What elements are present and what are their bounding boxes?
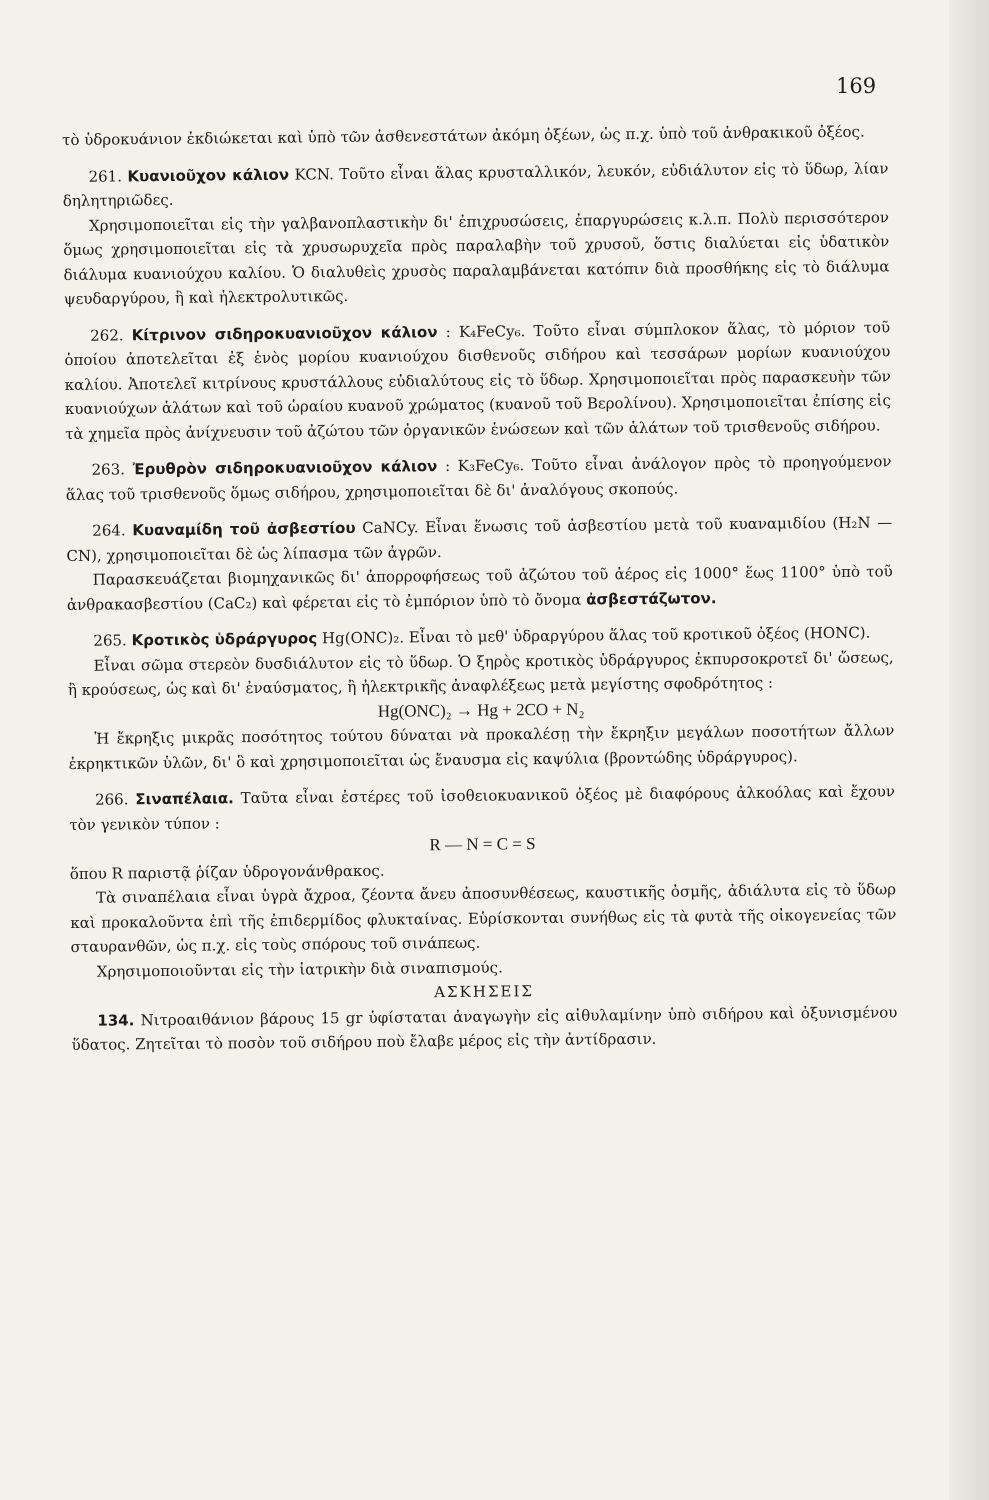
section-number: 266.	[94, 790, 129, 809]
section-266	[69, 779, 895, 837]
section-text: Ταῦτα εἶναι ἐστέρες τοῦ ἰσοθειοκυανικοῦ ὀξέος μὲ διαφόρους ἀλκοόλας καὶ ἔχουν τὸν γενικὸν τύπον :	[69, 782, 896, 834]
exercise-134	[71, 1000, 897, 1058]
section-text: Τοῦτο εἶναι ἅλας κρυσταλλικόν, λευκόν, εὐδιάλυτον εἰς τὸ ὕδωρ, λίαν δηλητηριῶδες.	[62, 158, 889, 210]
section-text: Εἶναι τὸ μεθ' ὑδραργύρου ἅλας τοῦ κροτικοῦ ὀξέος (HONC).	[408, 623, 871, 647]
section-formula: : K₃FeCy₆.	[444, 456, 525, 476]
section-262	[64, 315, 891, 446]
page-body	[62, 119, 898, 1057]
section-title: Κίτρινον σιδηροκυανιοῦχον κάλιον	[131, 322, 438, 344]
section-text: Τοῦτο εἶναι ἀνάλογον πρὸς τὸ προηγούμενον ἅλας τοῦ τρισθενοῦς ὅμως σιδήρου, χρησιμοποιεῖται δὲ δι' ἀναλόγους σκοπούς.	[65, 452, 892, 504]
section-text: Τοῦτο εἶναι σύμπλοκον ἅλας, τὸ μόριον τοῦ ὁποίου ἀποτελεῖται ἐξ ἑνὸς μορίου κυανιούχου δισθενοῦς σιδήρου καὶ τεσσάρων μορίων κυανιούχου καλίου. Ἀποτελεῖ κιτρίνους κρυστάλλους εὐδιαλύτους εἰς τὸ ὕδωρ. Χρησιμοποιεῖται πρὸς παρασκευὴν τῶν κυανιούχων ἁλάτων καὶ τοῦ ὡραίου κυανοῦ χρώματος (κυανοῦ τοῦ Βερολίνου). Χρησιμοποιεῖται ἐπίσης εἰς τὰ χημεῖα πρὸς ἀνίχνευσιν τοῦ ἀζώτου τῶν ὀργανικῶν ἑνώσεων καὶ τῶν ἁλάτων τοῦ τρισθενοῦς σιδήρου.	[64, 317, 891, 443]
continuation-paragraph: τὸ ὑδροκυάνιον ἐκδιώκεται καὶ ὑπὸ τῶν ἀσθενεστάτων ἀκόμη ὀξέων, ὡς π.χ. ὑπὸ τοῦ ἀνθρακικοῦ ὀξέος.	[62, 122, 865, 149]
exercise-number: 134.	[97, 1010, 135, 1030]
section-title: Σιναπέλαια.	[135, 789, 234, 809]
paragraph	[67, 559, 893, 617]
section-title: Κροτικὸς ὑδράργυρος	[131, 629, 318, 650]
section-261	[62, 156, 888, 214]
paragraph: Χρησιμοποιοῦνται εἰς τὴν ἰατρικὴν διὰ σιναπισμούς.	[96, 957, 503, 981]
section-263	[65, 449, 891, 507]
section-number: 265.	[93, 631, 127, 650]
paragraph: Εἶναι σῶμα στερεὸν δυσδιάλυτον εἰς τὸ ὕδωρ. Ὁ ξηρὸς κροτικὸς ὑδράργυρος ἐκπυρσοκροτεῖ δι' ὤσεως, ἢ κρούσεως, ὡς καὶ δι' ἐναύσματος, ἢ ἠλεκτρικῆς ἀναφλέξεως μετὰ μεγίστης σφοδρότητος :	[67, 647, 894, 699]
section-number: 262.	[90, 325, 124, 345]
section-text: Εἶναι ἕνωσις τοῦ ἀσβεστίου μετὰ τοῦ κυαναμιδίου (H₂N — CN), χρησιμοποιεῖται δὲ ὡς λίπασμα τῶν ἀγρῶν.	[66, 513, 893, 565]
exercise-text: Νιτροαιθάνιον βάρους 15 gr ὑφίσταται ἀναγωγὴν εἰς αἰθυλαμίνην ὑπὸ σιδήρου καὶ ὀξυνισμένου ὕδατος. Ζητεῖται τὸ ποσὸν τοῦ σιδήρου ποὺ ἔλαβε μέρος εἰς τὴν ἀντίδρασιν.	[71, 1002, 898, 1054]
section-formula: CaNCy.	[362, 518, 419, 537]
section-formula: Hg(ONC)₂.	[321, 628, 405, 648]
paragraph: Τὰ σιναπέλαια εἶναι ὑγρὰ ἄχροα, ζέοντα ἄνευ ἀποσυνθέσεως, καυστικῆς ὀσμῆς, ἀδιάλυτα εἰς τὸ ὕδωρ καὶ προκαλοῦντα ἐπὶ τῆς ἐπιδερμίδος φλυκταίνας. Εὑρίσκονται συνήθως εἰς τὰ φυτὰ τῆς οἰκογενείας τῶν σταυρανθῶν, ὡς π.χ. εἰς τοὺς σπόρους τοῦ σινάπεως.	[70, 880, 897, 956]
paragraph: ὅπου R παριστᾷ ῥίζαν ὑδρογονάνθρακος.	[69, 861, 385, 883]
section-title: Κυαναμίδη τοῦ ἀσβεστίου	[132, 518, 356, 540]
section-number: 264.	[92, 521, 126, 540]
page-edge	[949, 0, 989, 1500]
paragraph-text: Παρασκευάζεται βιομηχανικῶς δι' ἀπορροφήσεως τοῦ ἀζώτου τοῦ ἀέρος εἰς 1000° ἕως 1100° ὑπὸ τοῦ ἀνθρακασβεστίου (CaC₂) καὶ φέρεται εἰς τὸ ἐμπόριον ὑπὸ τὸ ὄνομα	[66, 562, 893, 614]
section-number: 263.	[91, 460, 126, 479]
bold-term: ἀσβεστάζωτον.	[586, 588, 717, 609]
section-formula: : K₄FeCy₆.	[445, 321, 526, 341]
section-title: Κυανιοῦχον κάλιον	[127, 165, 290, 185]
chemical-equation: Hg(ONC)₂ → Hg + 2CO + N₂	[377, 699, 585, 721]
paragraph: Ἡ ἔκρηξις μικρᾶς ποσότητος τούτου δύναται νὰ προκαλέσῃ τὴν ἔκρηξιν μεγάλων ποσοτήτων ἄλλων ἐκρηκτικῶν ὑλῶν, δι' ὃ καὶ χρησιμοποιεῖται ὡς ἔναυσμα εἰς καψύλια (βροντώδης ὑδράργυρος).	[68, 721, 895, 773]
page-number: 169	[836, 74, 877, 98]
exercises-heading: ΑΣΚΗΣΕΙΣ	[434, 982, 535, 1002]
section-formula: KCN.	[294, 164, 334, 184]
paragraph: Χρησιμοποιεῖται εἰς τὴν γαλβανοπλαστικὴν δι' ἐπιχρυσώσεις, ἐπαργυρώσεις κ.λ.π. Πολὺ περισσότερον ὅμως χρησιμοποιεῖται εἰς τὰ χρυσωρυχεῖα πρὸς παραλαβὴν τοῦ χρυσοῦ, ὅστις διαλύεται εἰς ὑδατικὸν διάλυμα κυανιούχου καλίου. Ὁ διαλυθεὶς χρυσὸς παραλαμβάνεται κατόπιν διὰ προσθήκης εἰς τὸ διάλυμα ψευδαργύρου, ἢ καὶ ἠλεκτρολυτικῶς.	[63, 207, 890, 308]
section-264	[66, 510, 892, 568]
section-title: Ἐρυθρὸν σιδηροκυανιοῦχον κάλιον	[132, 457, 438, 479]
general-formula: R — N = C = S	[429, 834, 536, 855]
section-number: 261.	[88, 166, 123, 186]
